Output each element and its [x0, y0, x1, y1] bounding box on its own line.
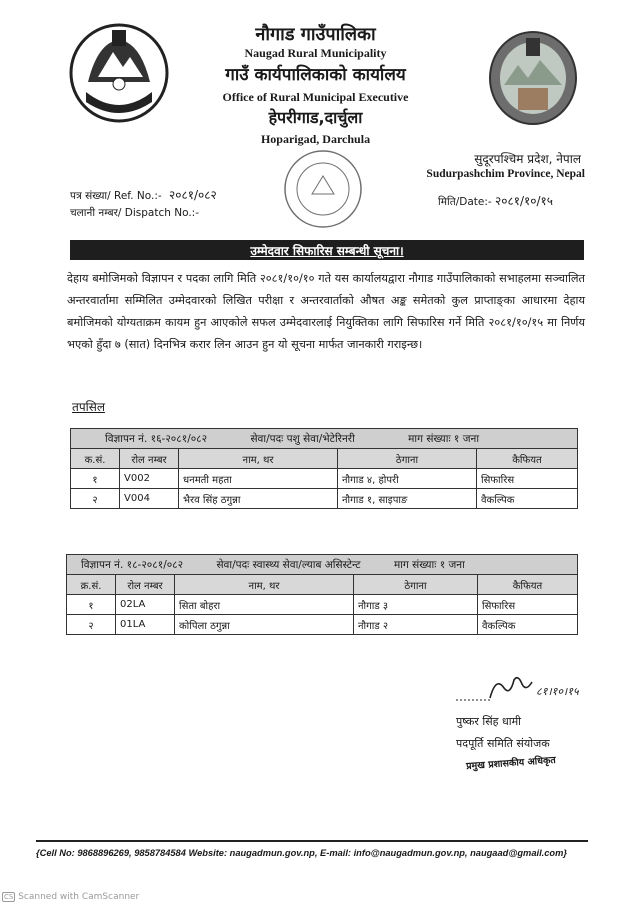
col-header: रोल नम्बर — [116, 575, 175, 595]
table-cell: सिफारिस — [478, 595, 578, 615]
table-cell: सिफारिस — [477, 469, 578, 489]
col-header: रोल नम्बर — [120, 449, 179, 469]
notice-title-bar — [70, 240, 584, 260]
dispatch-label: चलानी नम्बर/ Dispatch No.:- — [70, 207, 200, 219]
table-1-title — [71, 429, 578, 449]
table-2-title — [67, 555, 578, 575]
camscanner-icon: CS — [4, 893, 14, 901]
table-cell: वैकल्पिक — [477, 489, 578, 509]
camscanner-watermark — [2, 892, 139, 902]
office-name-nepali: गाउँ कार्यपालिकाको कार्यालय — [225, 65, 406, 85]
dispatch-number — [70, 206, 199, 220]
table-cell: धनमती महता — [179, 469, 338, 489]
signatory-name: पुष्कर सिंह धामी — [456, 715, 522, 728]
place-english: Hoparigad, Darchula — [260, 132, 371, 146]
officer-stamp: प्रमुख प्रशासकीय अधिकृत — [465, 754, 557, 773]
table-cell: V002 — [120, 469, 179, 489]
advert-number: विज्ञापन नं. १८-२०८१/०८२ — [81, 558, 184, 571]
table-row — [67, 615, 578, 635]
table-cell: 01LA — [116, 615, 175, 635]
municipality-name-english: Naugad Rural Municipality — [244, 46, 387, 60]
place-nepali: हेपरीगाड,दार्चुला — [268, 108, 363, 127]
col-header: ठेगाना — [338, 449, 477, 469]
province-english: Sudurpashchim Province, Nepal — [426, 168, 585, 180]
signature-date: ८१।१०।१५ — [536, 685, 579, 698]
table-cell: भैरव सिंह ठगुन्ना — [179, 489, 338, 509]
letter-date — [438, 192, 553, 209]
table-cell: २ — [67, 615, 116, 635]
reference-number — [70, 186, 217, 203]
reference-value: २०८१/०८२ — [169, 188, 217, 202]
table-cell: 02LA — [116, 595, 175, 615]
footer-rule — [36, 840, 588, 842]
signatory-role: पदपूर्ति समिति संयोजक — [456, 737, 550, 750]
watermark-text: Scanned with CamScanner — [18, 892, 140, 902]
table-cell: कोपिला ठगुन्ना — [175, 615, 354, 635]
table-row — [71, 469, 578, 489]
col-header: नाम, थर — [175, 575, 354, 595]
candidate-table-2 — [66, 554, 578, 635]
table-cell: वैकल्पिक — [478, 615, 578, 635]
office-name-english: Office of Rural Municipal Executive — [222, 90, 409, 104]
post-name: सेवा/पदः स्वास्थ्य सेवा/ल्याब असिस्टेन्ट — [216, 558, 361, 571]
tapsil-heading: तपसिल — [72, 400, 106, 414]
candidate-table-1 — [70, 428, 578, 509]
notice-body: देहाय बमोजिमको विज्ञापन र पदका लागि मिति २०८१/१०/१० गते यस कार्यालयद्वारा नौगाड गाउँपालिकाको सभाहलमा सञ्चालित अन्तरवार्तामा सम्मिलित उम्मेदवारको लिखित परीक्षा र अन्तरवार्ताको औषत अङ्क समेतको कुल प्राप्ताङ्‌का आधारमा देहाय बमोजिमको योग्यताक्रम कायम हुन आएकोले सफल उम्मेदवारलाई नियुक्तिका लागि सिफारिस गर्ने मिति २०८१/१०/१५ मा निर्णय भएको हुँदा ७ (सात) दिनभित्र करार लिन आउन हुन यो सूचना मार्फत जानकारी गराइन्छ। — [67, 272, 585, 351]
col-header: क.सं. — [71, 449, 120, 469]
col-header: ठेगाना — [354, 575, 478, 595]
notice-title: उम्मेदवार सिफारिस सम्बन्धी सूचना। — [250, 244, 404, 258]
table-row — [71, 489, 578, 509]
table-cell: नौगाड २ — [354, 615, 478, 635]
table-cell: नौगाड ३ — [354, 595, 478, 615]
col-header: क्र.सं. — [67, 575, 116, 595]
post-name: सेवा/पदः पशु सेवा/भेटेरिनरी — [250, 432, 355, 445]
demand-count: माग संख्याः १ जना — [408, 432, 480, 445]
table-cell: १ — [67, 595, 116, 615]
col-header: नाम, थर — [179, 449, 338, 469]
col-header: कैफियत — [477, 449, 578, 469]
table-cell: नौगाड १, साइपाङ — [338, 489, 477, 509]
table-row — [67, 595, 578, 615]
advert-number: विज्ञापन नं. १६-२०८१/०८२ — [105, 432, 208, 445]
demand-count: माग संख्याः १ जना — [393, 558, 465, 571]
province-nepali: सुदूरपश्चिम प्रदेश, नेपाल — [474, 152, 581, 166]
table-cell: सिता बोहरा — [175, 595, 354, 615]
col-header: कैफियत — [478, 575, 578, 595]
date-label: मिति/Date:- — [438, 196, 492, 208]
table-cell: २ — [71, 489, 120, 509]
table-cell: १ — [71, 469, 120, 489]
reference-label: पत्र संख्या/ Ref. No.:- — [70, 190, 162, 202]
table-cell: V004 — [120, 489, 179, 509]
office-round-stamp — [282, 148, 364, 230]
municipality-name-nepali: नौगाड गाउँपालिका — [255, 24, 376, 45]
date-value: २०८१/१०/१५ — [495, 194, 554, 208]
table-cell: नौगाड ४, होपरी — [338, 469, 477, 489]
footer-contact: {Cell No: 9868896269, 9858784584 Website: naugadmun.gov.np, E-mail: info@naugadmun.gov.np, naugaad@gmail.com} — [36, 848, 567, 858]
